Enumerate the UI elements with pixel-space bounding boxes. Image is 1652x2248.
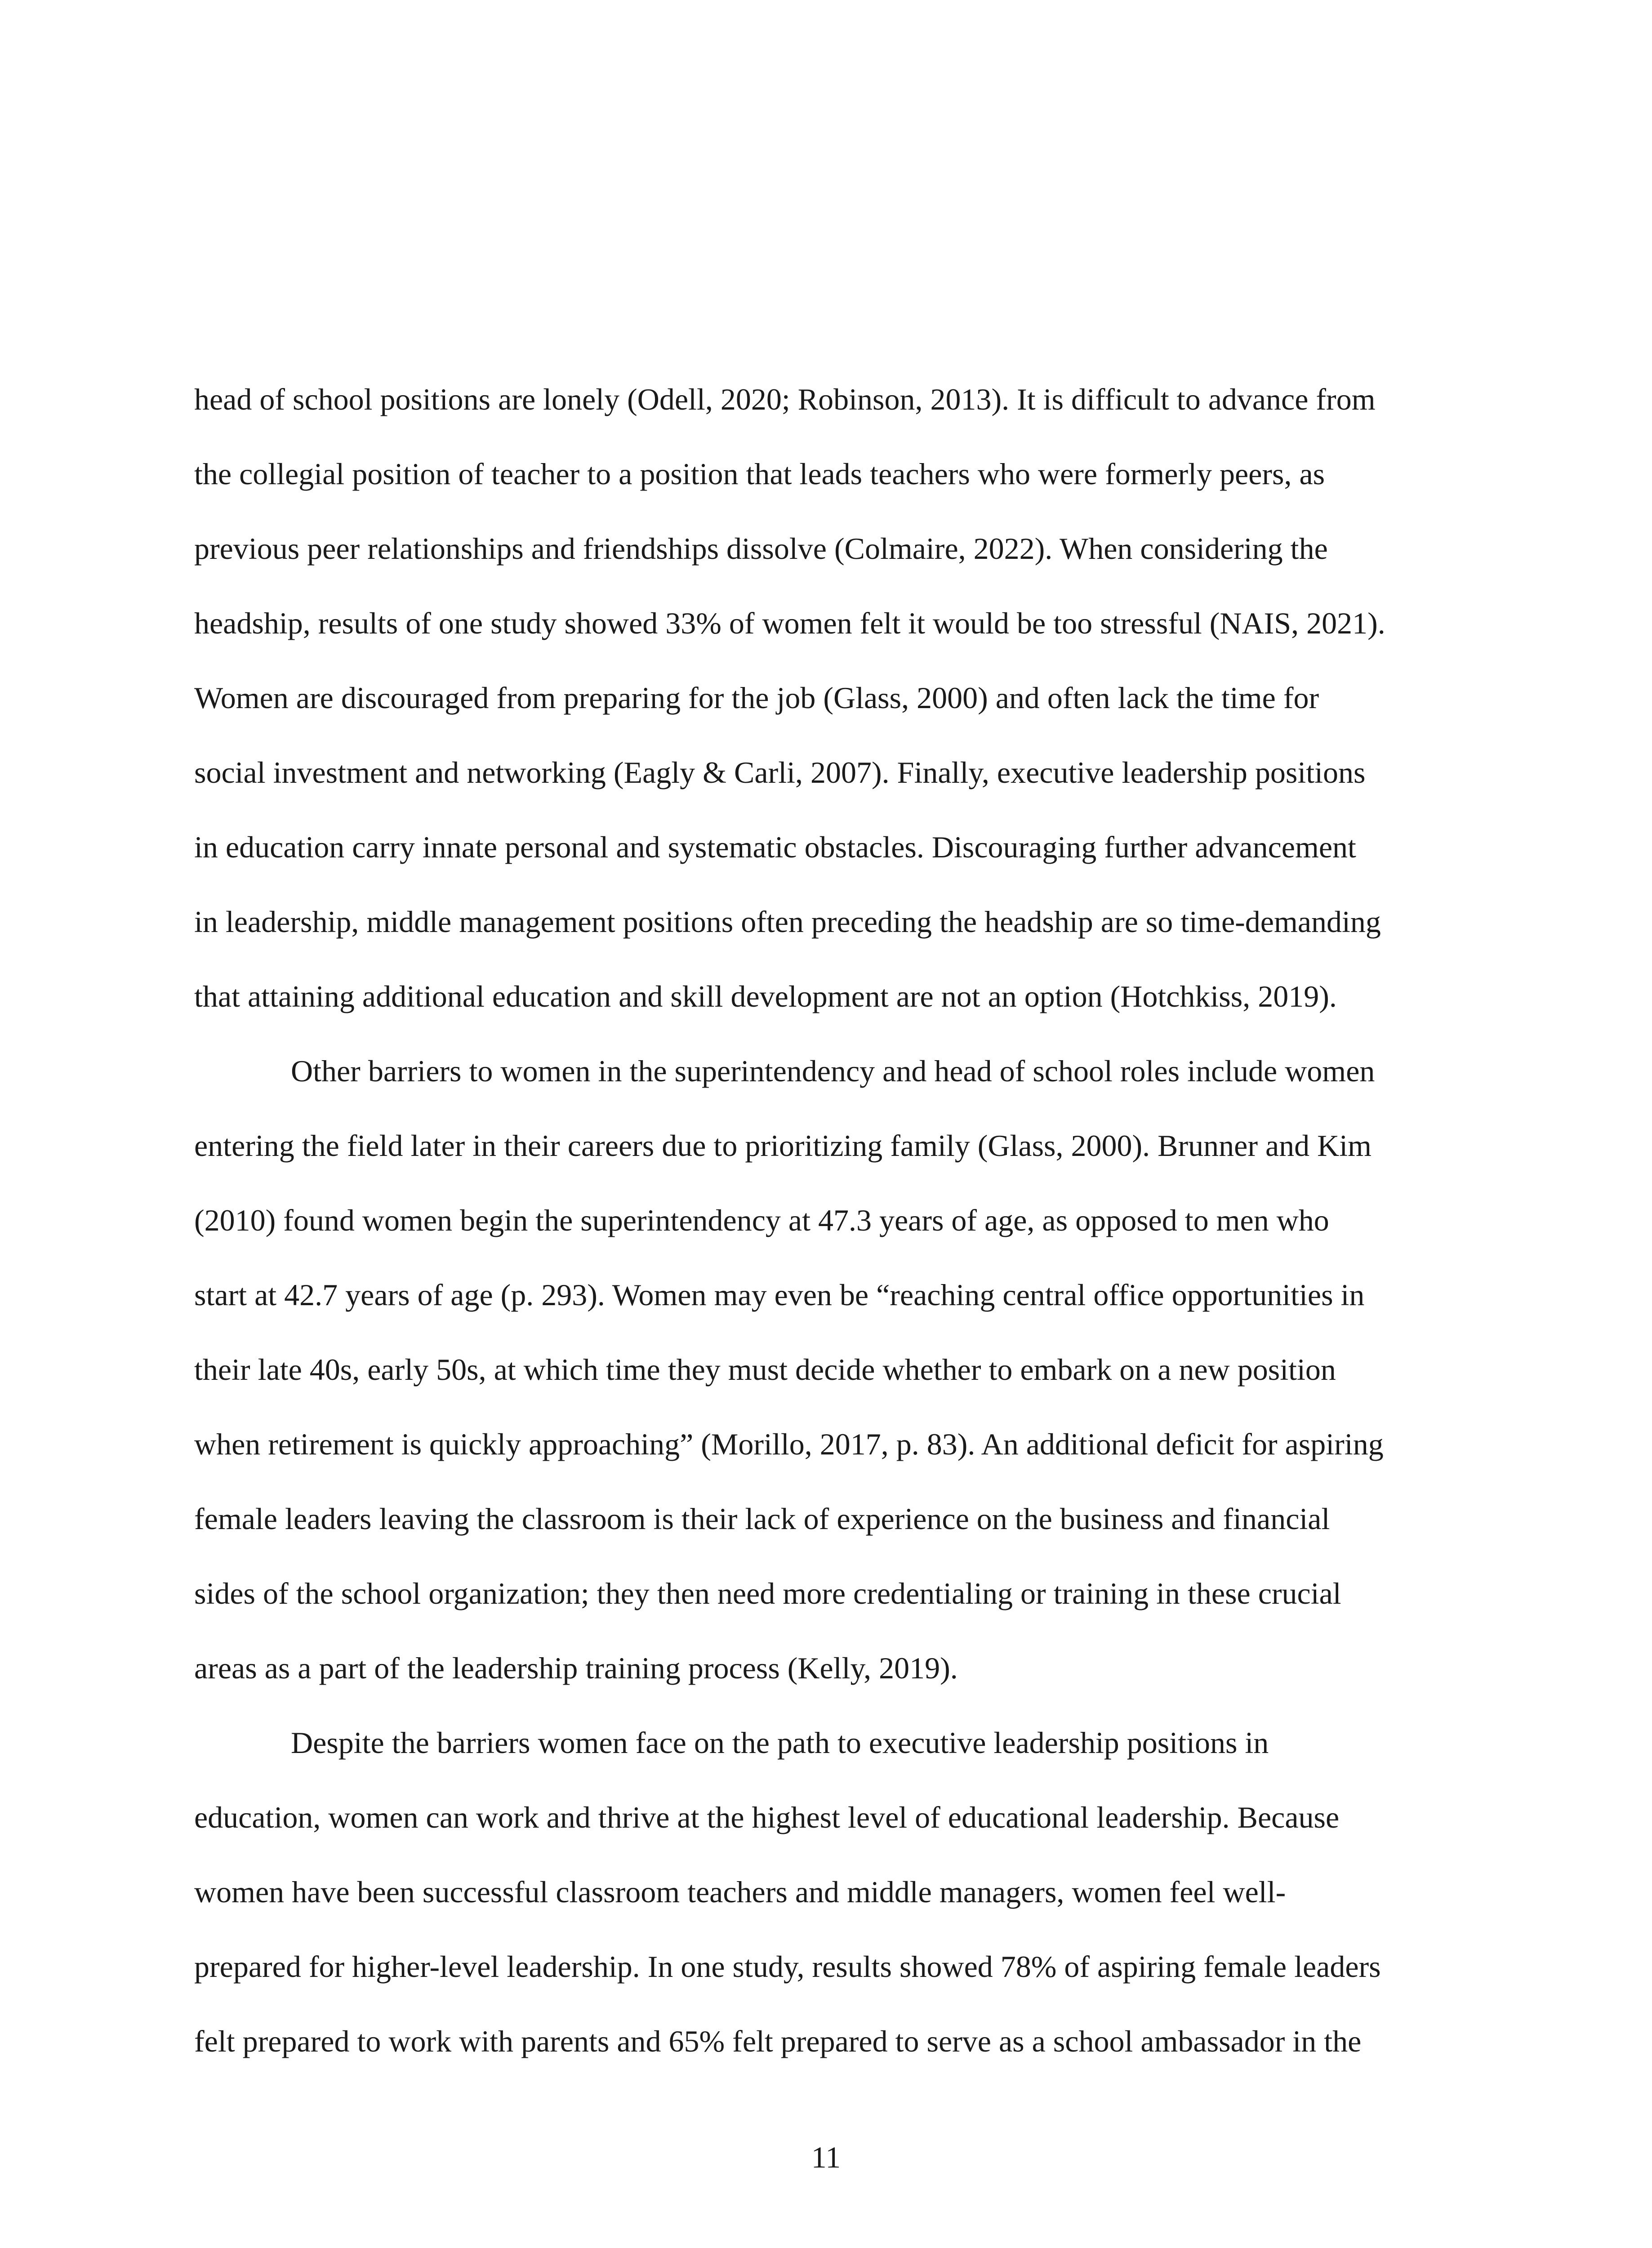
text-line: sides of the school organization; they then need more credentialing or training in these crucial	[194, 1576, 1341, 1610]
paragraph-start-line: Despite the barriers women face on the path to executive leadership positions in	[291, 1726, 1269, 1760]
page-number: 11	[811, 2140, 841, 2174]
text-line: female leaders leaving the classroom is their lack of experience on the business and financial	[194, 1502, 1330, 1536]
body-text	[194, 362, 1457, 2079]
text-line: entering the field later in their careers due to prioritizing family (Glass, 2000). Brunner and Kim	[194, 1128, 1372, 1163]
text-line: that attaining additional education and skill development are not an option (Hotchkiss, 2019).	[194, 979, 1337, 1013]
text-line: in education carry innate personal and systematic obstacles. Discouraging further advancement	[194, 830, 1356, 864]
text-line: previous peer relationships and friendships dissolve (Colmaire, 2022). When considering the	[194, 531, 1328, 566]
text-line: the collegial position of teacher to a position that leads teachers who were formerly peers, as	[194, 457, 1325, 491]
paragraph-start-line: Other barriers to women in the superintendency and head of school roles include women	[291, 1054, 1375, 1088]
text-line: areas as a part of the leadership training process (Kelly, 2019).	[194, 1651, 958, 1685]
text-line: Women are discouraged from preparing for the job (Glass, 2000) and often lack the time for	[194, 681, 1319, 715]
text-line: in leadership, middle management positions often preceding the headship are so time-demanding	[194, 905, 1381, 939]
text-line: felt prepared to work with parents and 65% felt prepared to serve as a school ambassador in the	[194, 2024, 1362, 2058]
text-line: head of school positions are lonely (Odell, 2020; Robinson, 2013). It is difficult to advance from	[194, 382, 1376, 416]
text-line: social investment and networking (Eagly & Carli, 2007). Finally, executive leadership positions	[194, 755, 1366, 789]
text-line: education, women can work and thrive at the highest level of educational leadership. Because	[194, 1800, 1340, 1834]
text-line: headship, results of one study showed 33% of women felt it would be too stressful (NAIS, 2021).	[194, 606, 1385, 640]
text-line: start at 42.7 years of age (p. 293). Women may even be “reaching central office opportunities in	[194, 1278, 1365, 1312]
text-line: prepared for higher-level leadership. In one study, results showed 78% of aspiring female leaders	[194, 1949, 1381, 1984]
text-line: when retirement is quickly approaching” (Morillo, 2017, p. 83). An additional deficit for aspiring	[194, 1427, 1384, 1461]
text-line: women have been successful classroom teachers and middle managers, women feel well-	[194, 1875, 1286, 1909]
text-line: (2010) found women begin the superintendency at 47.3 years of age, as opposed to men who	[194, 1203, 1329, 1237]
text-line: their late 40s, early 50s, at which time they must decide whether to embark on a new position	[194, 1352, 1336, 1387]
